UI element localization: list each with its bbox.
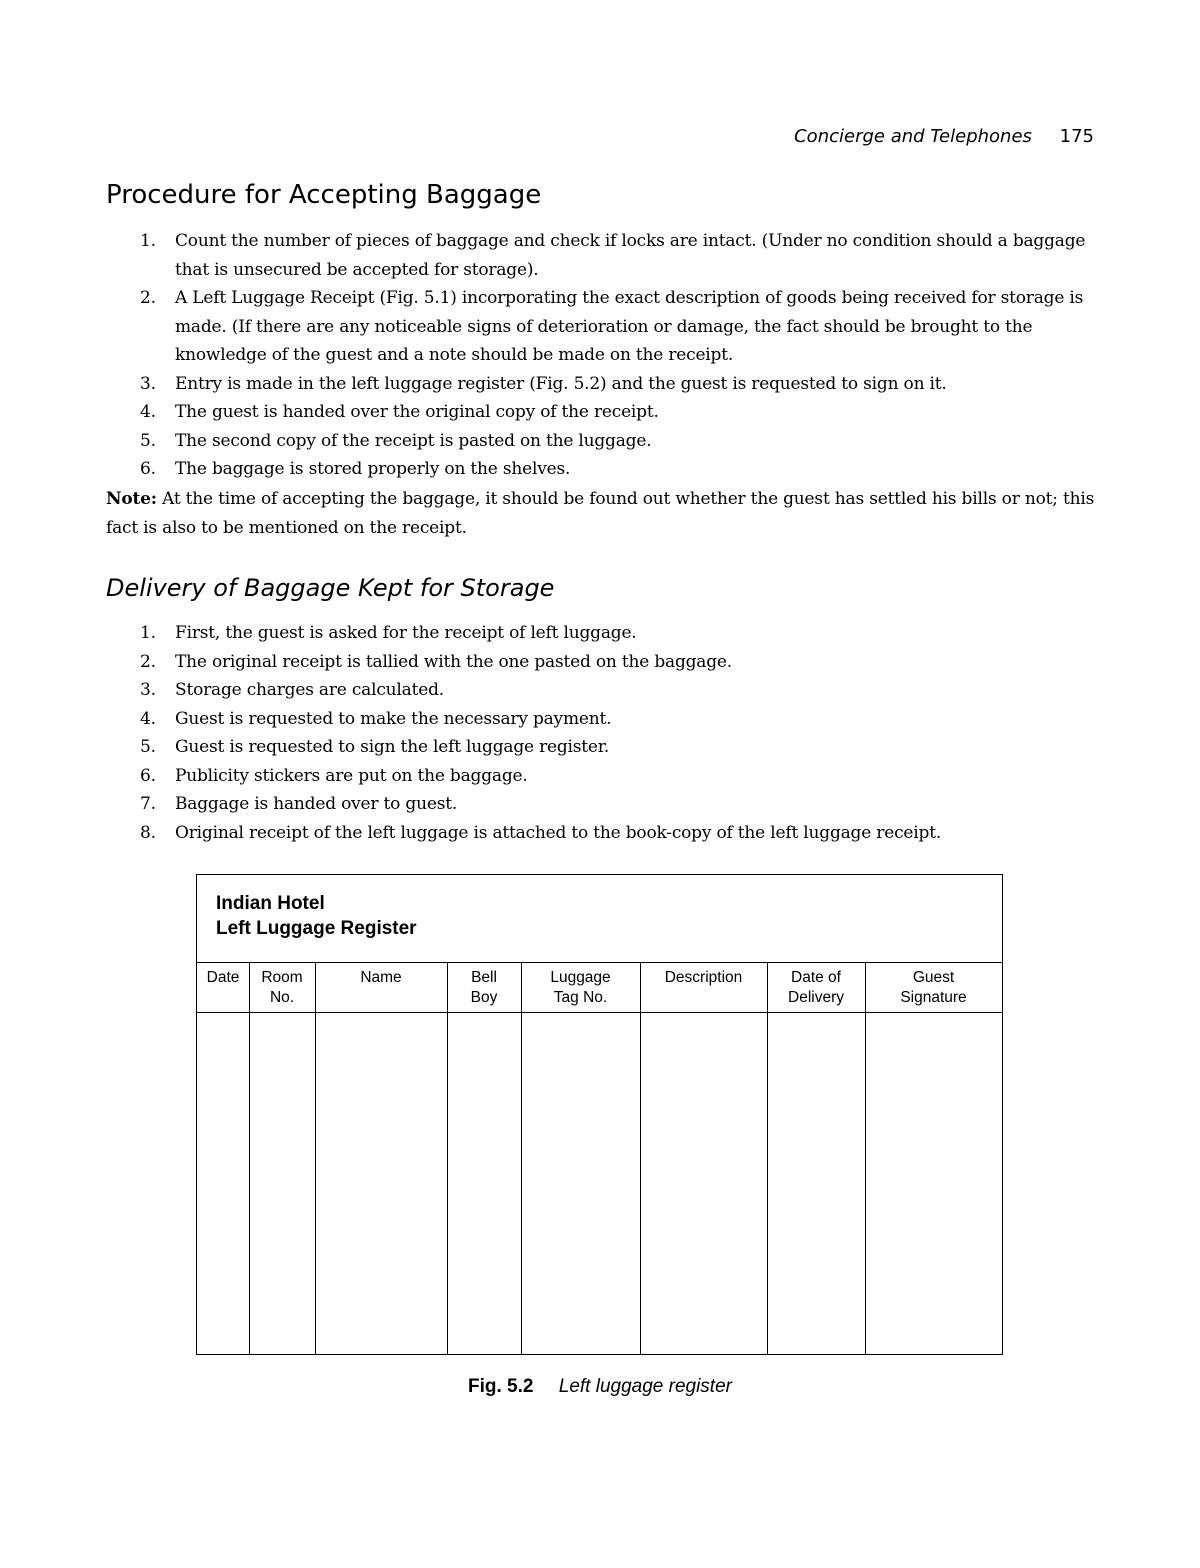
note-text: At the time of accepting the baggage, it should be found out whether the guest has settled his bills or not; this fact is also to be mentioned on the receipt. [106,489,1095,538]
list-number: 5. [140,430,156,451]
list-text: A Left Luggage Receipt (Fig. 5.1) incorporating the exact description of goods being received for storage is made. (If there are any noticeable signs of deterioration or damage, the fact should be brought to the knowledge of the guest and a note should be made on the receipt. [175,288,1084,365]
list-number: 3. [140,680,156,700]
column-header-bell-boy: Bell Boy [470,969,498,1006]
list-text: The second copy of the receipt is pasted on the luggage. [175,430,652,451]
list-number: 4. [140,708,156,729]
list-number: 2. [140,288,156,308]
column-divider [249,962,250,1354]
list-text: Guest is requested to sign the left luggage register. [175,737,610,757]
list-text: Baggage is handed over to guest. [175,794,458,814]
column-divider [521,962,522,1354]
register-title: Left Luggage Register [216,918,417,939]
list-text: First, the guest is asked for the receipt of left luggage. [175,623,637,643]
list-number: 3. [140,373,156,394]
list-item [140,227,1095,284]
note-paragraph [106,485,1098,542]
list-item [140,705,1095,734]
list-item [140,790,1095,819]
delivery-baggage-list [140,619,1095,847]
column-divider [315,962,316,1354]
list-item [140,819,1095,848]
list-text: Original receipt of the left luggage is attached to the book-copy of the left luggage receipt. [175,822,942,843]
column-header-guest-signature: Guest Signature [900,969,967,1006]
list-item [140,676,1095,705]
list-number: 4. [140,402,156,422]
list-number: 1. [140,231,156,251]
figure-number: Fig. 5.2 [468,1376,534,1397]
list-item [140,427,1095,456]
list-text: The guest is handed over the original copy of the receipt. [175,402,659,422]
note-label: Note: [106,489,157,509]
section-heading-delivery-of-baggage: Delivery of Baggage Kept for Storage [106,574,555,602]
column-header-description: Description [664,969,743,986]
list-text: Count the number of pieces of baggage and check if locks are intact. (Under no condition should a baggage that is unsecured be accepted for storage). [175,231,1086,280]
list-item [140,762,1095,791]
column-header-name: Name [360,969,402,986]
list-text: Publicity stickers are put on the baggage. [175,765,528,786]
figure-caption [0,1376,1200,1398]
column-divider [865,962,866,1354]
running-head [794,126,1094,147]
list-text: Guest is requested to make the necessary payment. [175,708,612,729]
list-number: 6. [140,459,156,479]
list-item [140,370,1095,399]
list-item [140,398,1095,427]
list-item [140,733,1095,762]
register-header-rule [197,1012,1002,1013]
list-item [140,648,1095,677]
list-number: 2. [140,651,156,672]
list-number: 1. [140,623,156,643]
list-number: 5. [140,737,156,757]
left-luggage-register-form [196,874,1003,1355]
column-header-room-no: Room No. [261,969,303,1006]
list-text: Storage charges are calculated. [175,680,444,700]
column-divider [640,962,641,1354]
list-number: 8. [140,822,156,843]
column-divider [767,962,768,1354]
list-item [140,619,1095,648]
column-divider [447,962,448,1354]
list-item [140,284,1095,370]
column-header-date: Date [206,969,240,986]
section-heading-accepting-baggage: Procedure for Accepting Baggage [106,180,542,210]
list-number: 7. [140,794,156,814]
running-title: Concierge and Telephones [794,126,1032,147]
column-header-luggage-tag-no: Luggage Tag No. [550,969,611,1006]
list-number: 6. [140,765,156,786]
register-title-block [216,891,417,941]
list-text: The baggage is stored properly on the shelves. [175,459,571,479]
register-top-rule [197,962,1002,963]
hotel-name: Indian Hotel [216,893,325,914]
list-text: Entry is made in the left luggage register (Fig. 5.2) and the guest is requested to sign on it. [175,373,947,394]
list-text: The original receipt is tallied with the one pasted on the baggage. [175,651,732,672]
list-item [140,455,1095,484]
page-number: 175 [1059,126,1094,147]
column-header-date-of-delivery: Date of Delivery [788,969,844,1006]
figure-title: Left luggage register [558,1376,732,1397]
accepting-baggage-list [140,227,1095,484]
